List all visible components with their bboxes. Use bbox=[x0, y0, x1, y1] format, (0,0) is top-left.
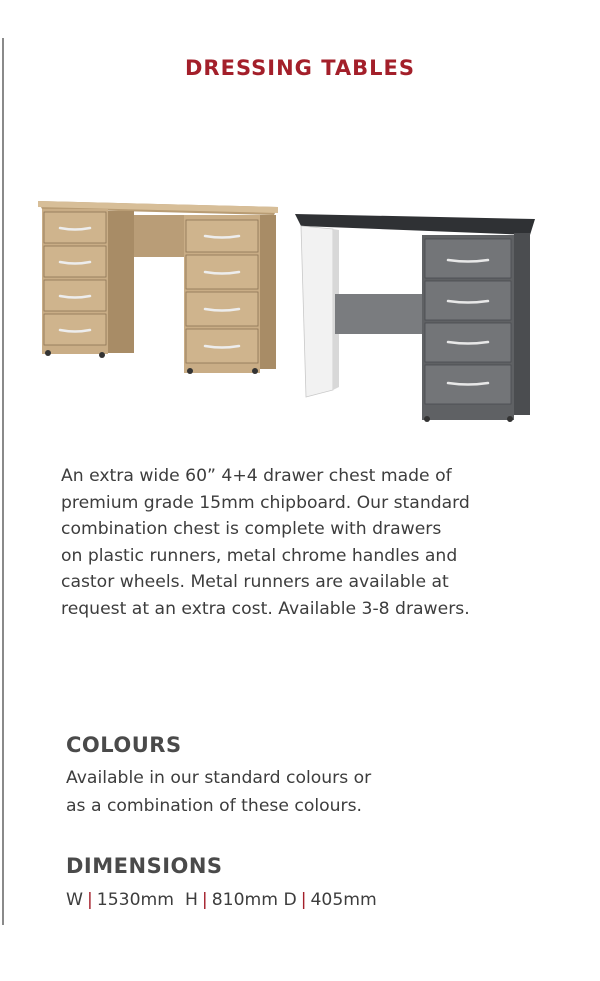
dimensions-values bbox=[66, 890, 377, 910]
grey-dressing-table bbox=[295, 214, 535, 422]
depth-value: 405mm bbox=[310, 890, 377, 910]
colours-heading: COLOURS bbox=[66, 733, 182, 757]
description-line: request at an extra cost. Available 3-8 drawers. bbox=[61, 598, 470, 619]
product-image bbox=[30, 185, 550, 435]
description-line: combination chest is complete with drawers bbox=[61, 519, 442, 539]
separator: | bbox=[300, 890, 307, 910]
height-label: H bbox=[184, 890, 198, 910]
description-line: castor wheels. Metal runners are available at bbox=[61, 572, 449, 592]
colours-line: Available in our standard colours or bbox=[66, 768, 372, 788]
width-label: W bbox=[66, 890, 83, 910]
left-border-line bbox=[2, 38, 4, 925]
width-value: 1530mm bbox=[96, 890, 175, 910]
description-line: An extra wide 60” 4+4 drawer chest made of bbox=[61, 466, 452, 486]
height-value: 810mm D bbox=[211, 890, 297, 910]
product-description bbox=[61, 463, 541, 622]
colours-line: as a combination of these colours. bbox=[66, 796, 363, 816]
description-line: on plastic runners, metal chrome handles and bbox=[61, 545, 458, 566]
description-line: premium grade 15mm chipboard. Our standard bbox=[61, 492, 470, 513]
page-title: DRESSING TABLES bbox=[185, 56, 415, 80]
separator: | bbox=[201, 890, 208, 910]
separator: | bbox=[87, 890, 93, 910]
oak-dressing-table bbox=[38, 201, 278, 374]
dimensions-heading: DIMENSIONS bbox=[66, 854, 223, 878]
colours-text bbox=[66, 764, 371, 820]
